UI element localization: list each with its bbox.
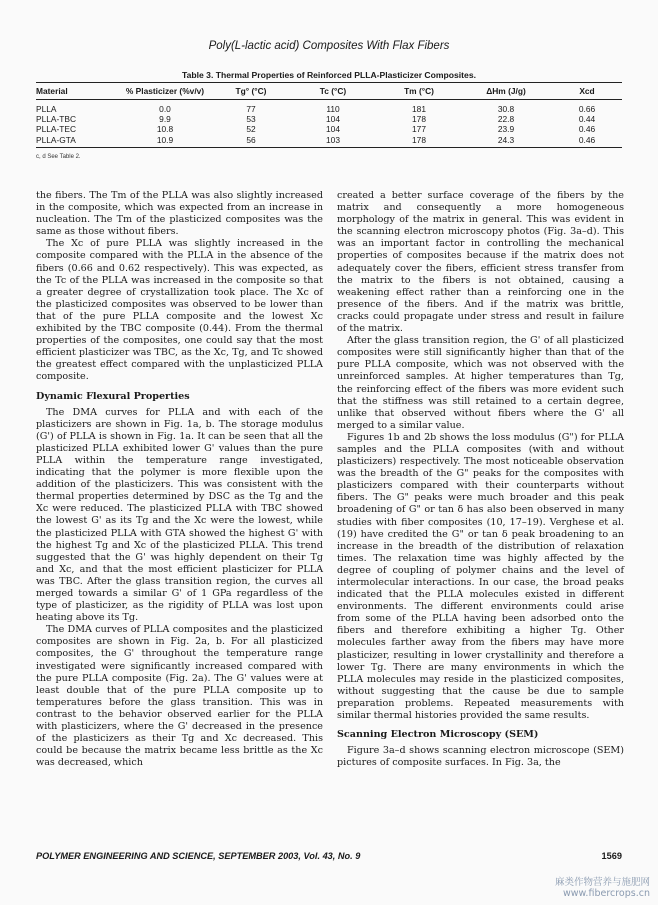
table-cell: 52 — [246, 124, 256, 135]
page-number: 1569 — [601, 851, 622, 861]
watermark — [555, 877, 650, 899]
journal-footer: POLYMER ENGINEERING AND SCIENCE, SEPTEMBER 2003, Vol. 43, No. 9 — [36, 851, 361, 861]
table-cell: 24.3 — [497, 134, 515, 145]
table-cell: 181 — [412, 104, 426, 114]
table-header-rule — [36, 99, 622, 100]
table-cell: 0.44 — [578, 114, 596, 125]
table-cell: 23.9 — [497, 124, 515, 135]
table-cell: PLLA-TEC — [36, 124, 77, 135]
running-head: Poly(L-lactic acid) Composites With Flax Fibers — [208, 40, 450, 52]
header-dhm: ΔHm (J/g) — [486, 86, 526, 96]
table-row — [36, 104, 622, 114]
right-column — [337, 190, 624, 769]
watermark-line-2: www.fibercrops.cn — [563, 888, 650, 899]
table-cell: 10.9 — [156, 134, 174, 145]
table-cell: 178 — [412, 114, 426, 125]
table-cell: 0.46 — [578, 134, 596, 145]
table-cell: 0.66 — [578, 104, 596, 114]
table-cell: 30.8 — [497, 104, 515, 114]
body-paragraph: The Xc of pure PLLA was slightly increased in the composite compared with the PLLA in the absence of the fibers (0.66 and 0.62 respectively). This was expected, as the Tc of the PLLA was increased in the composite so that a greater degree of crystallization took place. The Xc of the plasticized composites was observed to be lower than that of the pure PLLA composite and the lowest Xc exhibited by the TBC composite (0.44). From the thermal properties of the composites, one could say that the most efficient plasticizer was TBC, as the Xc, Tg, and Tc showed the greatest effect compared with the unplasticized PLLA composite. — [36, 238, 323, 383]
table-cell: 104 — [326, 124, 340, 135]
header-tm: Tm (°C) — [404, 86, 434, 96]
table-cell: 178 — [412, 134, 426, 145]
body-paragraph: Figure 3a–d shows scanning electron microscope (SEM) pictures of composite surfaces. In Fig. 3a, the — [337, 745, 624, 769]
header-material: Material — [36, 86, 68, 96]
table-cell: 10.8 — [156, 124, 174, 135]
table-header-row — [36, 86, 622, 96]
table-caption: Table 3. Thermal Properties of Reinforced PLLA-Plasticizer Composites. — [181, 70, 476, 80]
table-bottom-rule — [36, 147, 622, 148]
table-cell: 0.0 — [159, 104, 171, 114]
body-paragraph: After the glass transition region, the G' of all plasticized composites were still significantly higher than that of the pure PLLA composite, which was not observed with the unreinforced samples. At higher temperatures than Tg, the reinforcing effect of the fibers was more evident such that the stiffness was still retained to a certain degree, unlike that observed without fibers where the G' all merged to a similar value. — [337, 335, 624, 431]
table-row — [36, 124, 622, 134]
table-cell: PLLA-TBC — [36, 114, 77, 125]
table-cell: 56 — [246, 134, 256, 145]
table-footnote: c, d See Table 2. — [36, 154, 81, 160]
table-cell: 104 — [326, 114, 340, 125]
body-paragraph: the fibers. The Tm of the PLLA was also slightly increased in the composite, which was expected from an increase in nucleation. The Tm of the plasticized composites was the same as those without fibers. — [36, 190, 323, 238]
watermark-line-1: 麻类作物营养与施肥网 — [554, 877, 650, 888]
header-plasticizer: % Plasticizer (%v/v) — [125, 86, 205, 96]
table-row — [36, 114, 622, 124]
header-xc: Xcd — [579, 86, 595, 96]
table-top-rule — [36, 82, 622, 83]
table-cell: 103 — [326, 134, 340, 145]
table-row — [36, 135, 622, 145]
table-cell: 77 — [246, 104, 256, 114]
table-cell: 110 — [326, 104, 340, 114]
left-column — [36, 190, 323, 769]
table-cell: PLLA — [36, 104, 57, 114]
table-cell: 53 — [246, 114, 256, 125]
table-cell: 177 — [412, 124, 426, 135]
table-cell: 22.8 — [497, 114, 515, 125]
body-paragraph: The DMA curves for PLLA and with each of the plasticizers are shown in Fig. 1a, b. The storage modulus (G') of PLLA is shown in Fig. 1a. It can be seen that all the plasticized PLLA exhibited lower G' values than the pure PLLA within the temperature range investigated, indicating that the polymer is more flexible upon the addition of the plasticizers. This was consistent with the thermal properties determined by DSC as the Tg and the Xc were reduced. The plasticized PLLA with TBC showed the lowest G' as its Tg and the Xc were the lowest, while the plasticized PLLA with GTA showed the highest G' with the highest Tg and Xc of the plasticized PLLA. This trend suggested that the G' was highly dependent on their Tg and Xc, and that the most efficient plasticizer for PLLA was TBC. After the glass transition region, the curves all merged towards a similar G' of 1 GPa regardless of the type of plasticizer, as the rigidity of PLLA was lost upon heating above its Tg. — [36, 406, 323, 624]
header-tc: Tc (°C) — [319, 86, 347, 96]
table-cell: 9.9 — [159, 114, 171, 125]
body-paragraph: The DMA curves of PLLA composites and the plasticized composites are shown in Fig. 2a, b. For all plasticized composites, the G' throughout the temperature range investigated were significantly increased compared with the pure PLLA composite (Fig. 2a). The G' values were at least double that of the pure PLLA composite up to temperatures before the glass transition. This was in contrast to the behavior observed earlier for the PLLA with plasticizers, where the G' decreased in the presence of the plasticizers as their Tg and Xc decreased. This could be because the matrix became less brittle as the Xc was decreased, which — [36, 624, 323, 769]
section-heading: Dynamic Flexural Properties — [36, 390, 190, 402]
body-paragraph: Figures 1b and 2b shows the loss modulus (G") for PLLA samples and the PLLA composites (with and without plasticizers) respectively. The most noticeable observation was the breadth of the G" peaks for the composites with plasticizers compared with their counterparts without fibers. The G" peaks were much broader and this peak broadening of G" or tan δ has also been observed in many studies with fiber composites (10, 17–19). Verghese et al. (19) have credited the G" or tan δ peak broadening to an increase in the breadth of the distribution of relaxation times. The relaxation time was highly affected by the degree of coupling of polymer chains and the level of intermolecular interactions. In our case, the broad peaks indicated that the PLLA molecules existed in different environments. The different environments could arise from some of the PLLA having been adsorbed onto the fibers and therefore exhibiting a higher Tg. Other molecules farther away from the fibers may have more plasticizer, resulting in lower crystallinity and therefore a lower Tg. There are many environments in which the PLLA molecules may reside in the plasticized composites, without suggesting that the cause be due to sample preparation problems. Repeated measurements with similar thermal histories provided the same results. — [337, 431, 624, 722]
body-paragraph: created a better surface coverage of the fibers by the matrix and consequently a more homogeneous morphology of the matrix in general. This was evident in the scanning electron microscopy photos (Fig. 3a–d). This was an important factor in controlling the mechanical properties of composites because if the matrix does not adequately cover the fibers, efficient stress transfer from the matrix to the fibers is not obtained, causing a weakening effect rather than a reinforcing one in the presence of the fibers. And if the matrix was brittle, cracks could propagate under stress and result in failure of the matrix. — [337, 190, 624, 335]
table-cell: PLLA-GTA — [36, 134, 76, 145]
table-cell: 0.46 — [578, 124, 596, 135]
section-heading: Scanning Electron Microscopy (SEM) — [337, 729, 539, 741]
header-tg: Tg° (°C) — [235, 86, 267, 96]
